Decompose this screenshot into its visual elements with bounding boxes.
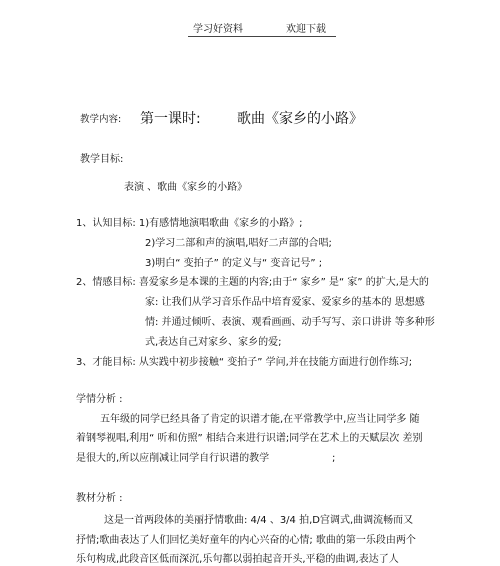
goals-heading: 教学目标:	[80, 154, 124, 165]
material-heading: 教材分析 :	[76, 493, 123, 504]
emotion-goal-line: 情: 并通过倾听、表演、观看画画、动手写写、亲口讲讲 等多种形	[145, 317, 435, 328]
material-line: 这是一首两段体的美丽抒情歌曲: 4/4 、3/4 拍,D宫调式,曲调流畅而又	[104, 515, 414, 526]
header-rule	[188, 36, 336, 37]
material-line: 乐句构成,此段音区低而深沉,乐句都以弱拍起音开头,平稳的曲调,表达了人	[76, 554, 399, 565]
situation-heading: 学情分析 :	[76, 394, 123, 405]
goals-content: 表演 、歌曲《家乡的小路》	[124, 182, 248, 193]
skill-goal-line: 3、才能目标: 从实践中初步接触“ 变拍子” 学问,并在技能方面进行创作练习;	[76, 357, 413, 368]
cognitive-goal-line: 1、认知目标: 1)有感情地演唱歌曲《家乡的小路》;	[76, 218, 303, 229]
situation-line: 五年级的同学已经具备了肯定的识谱才能,在平常教学中,应当让同学多 随	[100, 414, 420, 425]
cognitive-goal-line: 3)明白“ 变拍子” 的定义与“ 变音记号” ;	[145, 258, 323, 269]
cognitive-goal-line: 2)学习二部和声的演唱,唱好二声部的合唱;	[145, 238, 332, 249]
material-line: 抒情;歌曲表达了人们回忆美好童年的内心兴奋的心情; 歌曲的第一乐段由两个	[76, 535, 416, 546]
header-left-text: 学习好资料	[193, 24, 243, 35]
song-title: 歌曲《家乡的小路》	[237, 111, 363, 127]
emotion-goal-line: 2、情感目标: 喜爱家乡是本课的主题的内容;由于“ 家乡” 是“ 家” 的扩大,是大的	[76, 277, 429, 288]
emotion-goal-line: 家: 让我们从学习音乐作品中培育爱家、爱家乡的基本的 思想感	[145, 297, 425, 308]
content-label: 教学内容:	[80, 114, 122, 125]
situation-line-end: ;	[332, 453, 336, 464]
situation-line: 是很大的,所以应削减让同学自行识谱的教学	[76, 453, 270, 464]
header-right-text: 欢迎下载	[286, 24, 326, 35]
emotion-goal-line: 式,表达自己对家乡、家乡的爱;	[145, 337, 282, 348]
situation-line: 着钢琴视唱,利用“ 听和仿照” 相结合来进行识谱;同学在艺术上的天赋层次 差别	[76, 433, 423, 444]
lesson-title: 第一课时:	[140, 111, 201, 127]
